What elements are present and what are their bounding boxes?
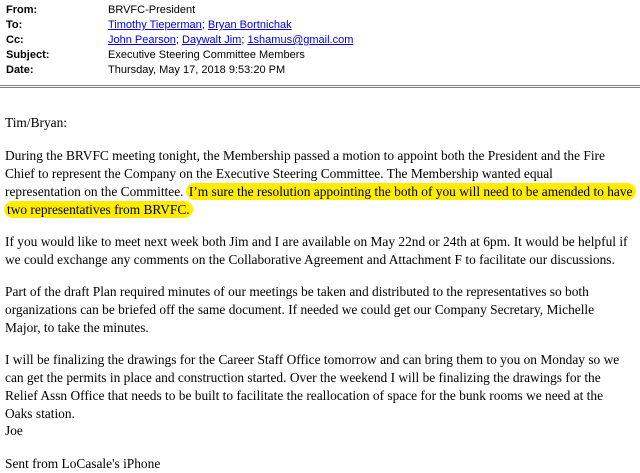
recipient-link[interactable]: Daywalt Jim [182, 34, 242, 46]
cc-label: Cc: [6, 34, 24, 46]
from-row [0, 4, 640, 19]
greeting: Tim/Bryan: [5, 115, 68, 130]
subject-label: Subject: [6, 49, 50, 61]
separator: ; [241, 34, 245, 46]
from-label: From: [6, 4, 38, 16]
to-recipients [108, 19, 292, 31]
date-value: Thursday, May 17, 2018 9:53:20 PM [108, 64, 286, 76]
separator: ; [201, 19, 205, 31]
paragraph-line: Major, to take the minutes. [5, 320, 149, 335]
header-divider [0, 85, 640, 88]
cc-row [0, 34, 640, 49]
paragraph-line [5, 201, 635, 219]
to-row [0, 19, 640, 34]
to-label: To: [6, 19, 23, 31]
paragraph-line: organizations can be briefed off the same document. If needed we could get our Company Secretary, Michelle [5, 302, 595, 317]
subject-value: Executive Steering Committee Members [108, 49, 305, 61]
highlighted-text: I’m sure the resolution appointing the both of you will need to be amended to have [188, 184, 633, 199]
paragraph-line: Oaks station. [5, 406, 75, 421]
subject-row [0, 49, 640, 64]
signature: Joe [5, 423, 23, 438]
recipient-link[interactable]: Timothy Tieperman [108, 19, 202, 31]
paragraph-line: we could exchange any comments on the Collaborative Agreement and Attachment F to facilitate our discussions. [5, 252, 615, 267]
from-value: BRVFC-President [108, 4, 196, 16]
paragraph-line: Part of the draft Plan required minutes of our meetings be taken and distributed to the representatives so both [5, 284, 589, 299]
paragraph-line: If you would like to meet next week both Jim and I are available on May 22nd or 24th at 6pm. It would be helpful if [5, 234, 628, 249]
paragraph-line: During the BRVFC meeting tonight, the Membership passed a motion to appoint both the President and the Fire [5, 148, 605, 163]
sent-from: Sent from LoCasale's iPhone [5, 456, 161, 471]
recipient-link[interactable]: Bryan Bortnichak [207, 19, 292, 31]
separator: ; [175, 34, 179, 46]
date-label: Date: [6, 64, 34, 76]
recipient-link[interactable]: John Pearson [108, 34, 176, 46]
paragraph-line [5, 183, 635, 201]
paragraph-line: Relief Assn Office that needs to be built to facilitate the reallocation of space for the bunk rooms we need at the [5, 388, 604, 403]
cc-recipients [108, 34, 353, 46]
recipient-link[interactable]: 1shamus@gmail.com [247, 34, 354, 46]
paragraph-line: Chief to represent the Company on the Executive Steering Committee. The Membership wanted equal [5, 166, 553, 181]
paragraph-line: can get the permits in place and construction started. Over the weekend I will be finalizing the drawings for the [5, 370, 601, 385]
highlighted-text: two representatives from BRVFC. [7, 202, 190, 217]
paragraph-line: I will be finalizing the drawings for the Career Staff Office tomorrow and can bring them to you on Monday so we [5, 352, 620, 367]
date-row [0, 64, 640, 79]
plain-text: representation on the Committee. [5, 184, 187, 199]
